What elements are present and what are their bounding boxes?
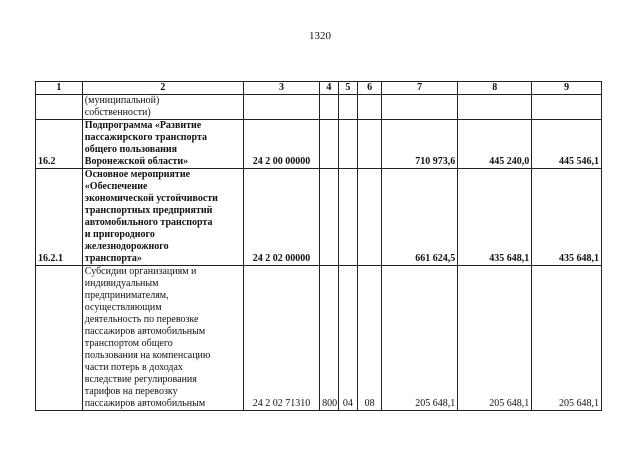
table-row [36, 266, 602, 411]
header-cell-3: 3 [243, 82, 319, 95]
row-value8-cell: 205 648,1 [458, 266, 532, 411]
row-value9-cell: 445 546,1 [532, 120, 602, 169]
row-value8-cell [458, 95, 532, 120]
row-description-cell: (муниципальной) собственности) [82, 95, 243, 120]
row-col5-cell [338, 120, 358, 169]
row-col5-cell: 04 [338, 266, 358, 411]
row-col6-cell [358, 95, 382, 120]
row-code-cell: 24 2 02 71310 [243, 266, 319, 411]
table-row [36, 95, 602, 120]
row-col5-cell [338, 95, 358, 120]
row-col6-cell: 08 [358, 266, 382, 411]
row-value9-cell [532, 95, 602, 120]
table-row [36, 169, 602, 266]
header-cell-5: 5 [338, 82, 358, 95]
header-cell-7: 7 [382, 82, 458, 95]
table-header-row [36, 82, 602, 95]
row-description-cell: Субсидии организациям и индивидуальным предпринимателям, осуществляющим деятельность по перевозке пассажиров автомобильным транспортом общего пользования на компенсацию части потерь в доходах вследствие регулирования тарифов на перевозку пассажиров автомобильным [82, 266, 243, 411]
row-code-cell: 24 2 00 00000 [243, 120, 319, 169]
row-col6-cell [358, 169, 382, 266]
row-value8-cell: 445 240,0 [458, 120, 532, 169]
row-col6-cell [358, 120, 382, 169]
row-value7-cell: 710 973,6 [382, 120, 458, 169]
table-body [36, 82, 602, 411]
row-description-cell: Подпрограмма «Развитие пассажирского транспорта общего пользования Воронежской области» [82, 120, 243, 169]
row-value7-cell: 205 648,1 [382, 266, 458, 411]
row-col4-cell [320, 169, 339, 266]
row-id-cell [36, 266, 83, 411]
header-cell-2: 2 [82, 82, 243, 95]
header-cell-8: 8 [458, 82, 532, 95]
header-cell-1: 1 [36, 82, 83, 95]
row-description-cell: Основное мероприятие «Обеспечение экономической устойчивости транспортных предприятий автомобильного транспорта и пригородного железнодорожного транспорта» [82, 169, 243, 266]
row-value7-cell: 661 624,5 [382, 169, 458, 266]
row-id-cell: 16.2 [36, 120, 83, 169]
row-value7-cell [382, 95, 458, 120]
row-id-cell [36, 95, 83, 120]
table-row [36, 120, 602, 169]
page-number: 1320 [309, 30, 331, 42]
row-value8-cell: 435 648,1 [458, 169, 532, 266]
row-col4-cell [320, 95, 339, 120]
row-value9-cell: 205 648,1 [532, 266, 602, 411]
row-col5-cell [338, 169, 358, 266]
budget-table [35, 81, 602, 411]
row-col4-cell: 800 [320, 266, 339, 411]
row-value9-cell: 435 648,1 [532, 169, 602, 266]
header-cell-9: 9 [532, 82, 602, 95]
row-id-cell: 16.2.1 [36, 169, 83, 266]
header-cell-6: 6 [358, 82, 382, 95]
row-code-cell: 24 2 02 00000 [243, 169, 319, 266]
row-code-cell [243, 95, 319, 120]
header-cell-4: 4 [320, 82, 339, 95]
row-col4-cell [320, 120, 339, 169]
